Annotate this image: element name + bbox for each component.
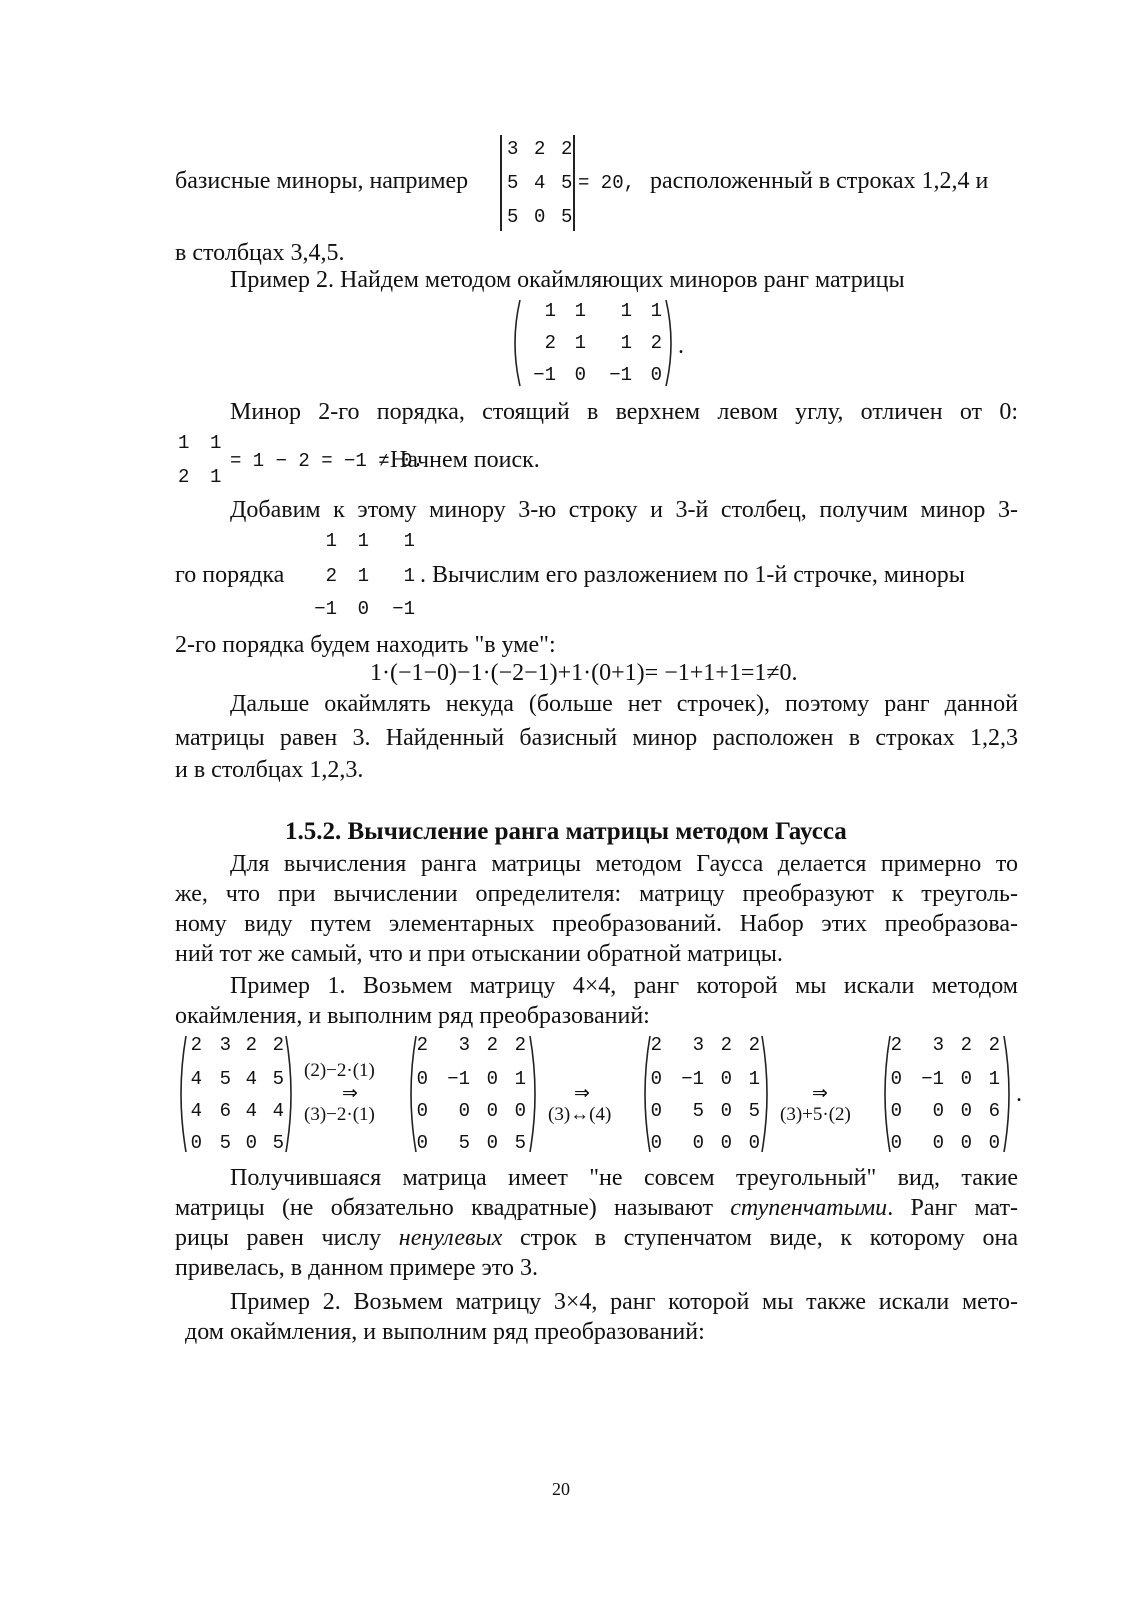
minor-cell: 1 bbox=[357, 530, 369, 552]
text-add-row: Добавим к этому минору 3-ю строку и 3-й столбец, получим минор 3- bbox=[230, 497, 1018, 523]
para-line: окаймления, и выполним ряд преобразований: bbox=[175, 1003, 650, 1029]
text-order: го порядка bbox=[175, 562, 285, 588]
para-line bbox=[175, 1194, 1018, 1222]
text-basis-minors: базисные миноры, например bbox=[175, 168, 469, 194]
matrix-cell: 2 bbox=[245, 1034, 257, 1056]
matrix-cell: 5 bbox=[692, 1100, 704, 1122]
matrix-cell: 2 bbox=[988, 1034, 1000, 1056]
matrix-cell: 0 bbox=[890, 1132, 902, 1154]
right-paren bbox=[664, 298, 678, 388]
text-start-search: Начнем поиск. bbox=[390, 447, 540, 473]
right-paren bbox=[528, 1034, 542, 1154]
det-cell: 5 bbox=[561, 206, 573, 228]
minor-cell: 2 bbox=[178, 466, 190, 488]
right-paren bbox=[760, 1034, 774, 1154]
text-mental: 2-го порядка будем находить "в уме": bbox=[175, 632, 556, 658]
matrix-cell: 4 bbox=[245, 1068, 257, 1090]
right-paren bbox=[1002, 1034, 1016, 1154]
matrix-cell: 2 bbox=[890, 1034, 902, 1056]
matrix-cell: 0 bbox=[890, 1100, 902, 1122]
matrix-cell: 1 bbox=[650, 300, 662, 322]
matrix-cell: 3 bbox=[458, 1034, 470, 1056]
matrix-cell: 0 bbox=[650, 1132, 662, 1154]
para-line: Пример 2. Возьмем матрицу 3×4, ранг которой мы также искали мето- bbox=[230, 1289, 1018, 1315]
minor-cell: 1 bbox=[403, 530, 415, 552]
minor-cell: 1 bbox=[325, 530, 337, 552]
matrix-cell: 1 bbox=[574, 300, 586, 322]
matrix-cell: 4 bbox=[190, 1100, 202, 1122]
matrix-cell: 0 bbox=[514, 1100, 526, 1122]
period: . bbox=[678, 333, 684, 359]
matrix-cell: 5 bbox=[272, 1068, 284, 1090]
matrix-cell: 0 bbox=[416, 1132, 428, 1154]
matrix-cell: 2 bbox=[416, 1034, 428, 1056]
matrix-cell: 0 bbox=[960, 1068, 972, 1090]
matrix-cell: 5 bbox=[748, 1100, 760, 1122]
matrix-cell: 2 bbox=[748, 1034, 760, 1056]
minor-cell: 0 bbox=[357, 598, 369, 620]
matrix-cell: 0 bbox=[720, 1132, 732, 1154]
matrix-cell: 1 bbox=[620, 300, 632, 322]
matrix-cell: 0 bbox=[190, 1132, 202, 1154]
minor-cell: 1 bbox=[210, 432, 222, 454]
matrix-cell: 2 bbox=[720, 1034, 732, 1056]
arrow-icon: ⇒ bbox=[812, 1083, 828, 1104]
matrix-cell: 1 bbox=[574, 332, 586, 354]
para-line: Пример 1. Возьмем матрицу 4×4, ранг которой мы искали методом bbox=[230, 973, 1018, 999]
matrix-cell: 0 bbox=[245, 1132, 257, 1154]
matrix-cell: 2 bbox=[486, 1034, 498, 1056]
operation-label: (3)↔(4) bbox=[548, 1104, 612, 1125]
matrix-cell: 3 bbox=[219, 1034, 231, 1056]
matrix-cell: 0 bbox=[720, 1068, 732, 1090]
operation-label: (3)−2·(1) bbox=[304, 1104, 375, 1125]
matrix-cell: 4 bbox=[272, 1100, 284, 1122]
matrix-cell: 5 bbox=[514, 1132, 526, 1154]
det-cell: 2 bbox=[534, 138, 546, 160]
matrix-cell: 0 bbox=[416, 1068, 428, 1090]
para-line: матрицы равен 3. Найденный базисный минор расположен в строках 1,2,3 bbox=[175, 725, 1018, 751]
para-line: дом окаймления, и выполним ряд преобразований: bbox=[185, 1319, 705, 1345]
matrix-cell: 5 bbox=[458, 1132, 470, 1154]
para-line: и в столбцах 1,2,3. bbox=[175, 757, 364, 783]
text-location: расположенный в строках 1,2,4 и bbox=[650, 168, 989, 194]
matrix-cell: 4 bbox=[245, 1100, 257, 1122]
matrix-cell: 1 bbox=[988, 1068, 1000, 1090]
det-cell: 5 bbox=[507, 206, 519, 228]
period: . bbox=[1016, 1081, 1022, 1107]
para-line: привелась, в данном примере это 3. bbox=[175, 1255, 539, 1281]
matrix-cell: 2 bbox=[190, 1034, 202, 1056]
matrix-cell: 0 bbox=[960, 1132, 972, 1154]
matrix-cell: 0 bbox=[748, 1132, 760, 1154]
minor-cell: 1 bbox=[403, 565, 415, 587]
matrix-cell: 5 bbox=[272, 1132, 284, 1154]
matrix-cell: 0 bbox=[720, 1100, 732, 1122]
matrix-cell: 0 bbox=[486, 1068, 498, 1090]
matrix-cell: 0 bbox=[416, 1100, 428, 1122]
matrix-cell: 0 bbox=[650, 1100, 662, 1122]
matrix-cell: 0 bbox=[692, 1132, 704, 1154]
minor-cell: 1 bbox=[210, 466, 222, 488]
matrix-cell: 0 bbox=[650, 1068, 662, 1090]
matrix-cell: 0 bbox=[890, 1068, 902, 1090]
matrix-cell: 2 bbox=[544, 332, 556, 354]
text-minor-2: Минор 2-го порядка, стоящий в верхнем левом углу, отличен от 0: bbox=[230, 399, 1018, 425]
minor-cell: −1 bbox=[314, 598, 337, 620]
para-line: же, что при вычислении определителя: матрицу преобразуют к треуголь- bbox=[175, 881, 1018, 907]
minor-cell: 2 bbox=[325, 565, 337, 587]
text-columns: в столбцах 3,4,5. bbox=[175, 240, 345, 266]
matrix-cell: −1 bbox=[447, 1068, 470, 1090]
para-line: ний тот же самый, что и при отыскании обратной матрицы. bbox=[175, 941, 783, 967]
det-value: = 20, bbox=[578, 172, 636, 194]
matrix-cell: 3 bbox=[932, 1034, 944, 1056]
matrix-cell: 1 bbox=[544, 300, 556, 322]
det-cell: 4 bbox=[534, 172, 546, 194]
para-line: Для вычисления ранга матрицы методом Гаусса делается примерно то bbox=[230, 851, 1018, 877]
matrix-cell: 3 bbox=[692, 1034, 704, 1056]
matrix-cell: 1 bbox=[748, 1068, 760, 1090]
text-run: матрицы (не обязательно квадратные) называют bbox=[175, 1195, 731, 1221]
term-stepped: ступенчатыми bbox=[730, 1195, 888, 1221]
para-line: ному виду путем элементарных преобразований. Набор этих преобразова- bbox=[175, 911, 1018, 937]
matrix-cell: 0 bbox=[932, 1100, 944, 1122]
matrix-cell: 0 bbox=[932, 1132, 944, 1154]
matrix-cell: −1 bbox=[533, 364, 556, 386]
matrix-cell: 1 bbox=[514, 1068, 526, 1090]
det-cell: 5 bbox=[561, 172, 573, 194]
minor-value: = 1 − 2 = −1 ≠ 0. bbox=[230, 450, 424, 472]
example-2-title: Пример 2. Найдем методом окаймляющих миноров ранг матрицы bbox=[230, 267, 905, 293]
matrix-cell: 6 bbox=[988, 1100, 1000, 1122]
matrix-cell: 0 bbox=[960, 1100, 972, 1122]
minor-cell: −1 bbox=[392, 598, 415, 620]
minor-cell: 1 bbox=[357, 565, 369, 587]
matrix-cell: −1 bbox=[921, 1068, 944, 1090]
matrix-cell: 0 bbox=[486, 1100, 498, 1122]
matrix-cell: 0 bbox=[486, 1132, 498, 1154]
matrix-cell: 2 bbox=[650, 1034, 662, 1056]
para-line: Получившаяся матрица имеет "не совсем треугольный" вид, такие bbox=[230, 1165, 1018, 1191]
matrix-cell: 2 bbox=[650, 332, 662, 354]
text-run: рицы равен числу bbox=[175, 1225, 399, 1251]
matrix-cell: 1 bbox=[620, 332, 632, 354]
page-number: 20 bbox=[552, 1479, 570, 1499]
matrix-cell: 2 bbox=[514, 1034, 526, 1056]
para-line: Дальше окаймлять некуда (больше нет строчек), поэтому ранг данной bbox=[230, 691, 1018, 717]
para-line bbox=[175, 1224, 1018, 1252]
matrix-cell: 4 bbox=[190, 1068, 202, 1090]
matrix-cell: 2 bbox=[960, 1034, 972, 1056]
det-cell: 0 bbox=[534, 206, 546, 228]
right-paren bbox=[284, 1034, 298, 1154]
matrix-cell: −1 bbox=[609, 364, 632, 386]
term-nonzero: ненулевых bbox=[398, 1225, 503, 1251]
matrix-cell: 2 bbox=[272, 1034, 284, 1056]
expansion-formula: 1·(−1−0)−1·(−2−1)+1·(0+1)= −1+1+1=1≠0. bbox=[370, 660, 798, 686]
operation-label: (2)−2·(1) bbox=[304, 1060, 375, 1081]
matrix-cell: 0 bbox=[650, 364, 662, 386]
matrix-cell: 0 bbox=[574, 364, 586, 386]
det-cell: 5 bbox=[507, 172, 519, 194]
matrix-cell: 5 bbox=[219, 1132, 231, 1154]
minor-cell: 1 bbox=[178, 432, 190, 454]
operation-label: (3)+5·(2) bbox=[780, 1104, 851, 1125]
matrix-cell: 6 bbox=[219, 1100, 231, 1122]
arrow-icon: ⇒ bbox=[342, 1083, 358, 1104]
det-cell: 2 bbox=[561, 138, 573, 160]
matrix-cell: 0 bbox=[458, 1100, 470, 1122]
arrow-icon: ⇒ bbox=[574, 1083, 590, 1104]
text-run: строк в ступенчатом виде, к которому она bbox=[502, 1225, 1018, 1251]
text-compute-expansion: . Вычислим его разложением по 1-й строчке, миноры bbox=[420, 562, 965, 588]
matrix-cell: 5 bbox=[219, 1068, 231, 1090]
section-heading: 1.5.2. Вычисление ранга матрицы методом Гаусса bbox=[285, 818, 847, 845]
text-run: . Ранг мат- bbox=[887, 1195, 1018, 1221]
matrix-cell: 0 bbox=[988, 1132, 1000, 1154]
det-cell: 3 bbox=[507, 138, 519, 160]
matrix-cell: −1 bbox=[681, 1068, 704, 1090]
